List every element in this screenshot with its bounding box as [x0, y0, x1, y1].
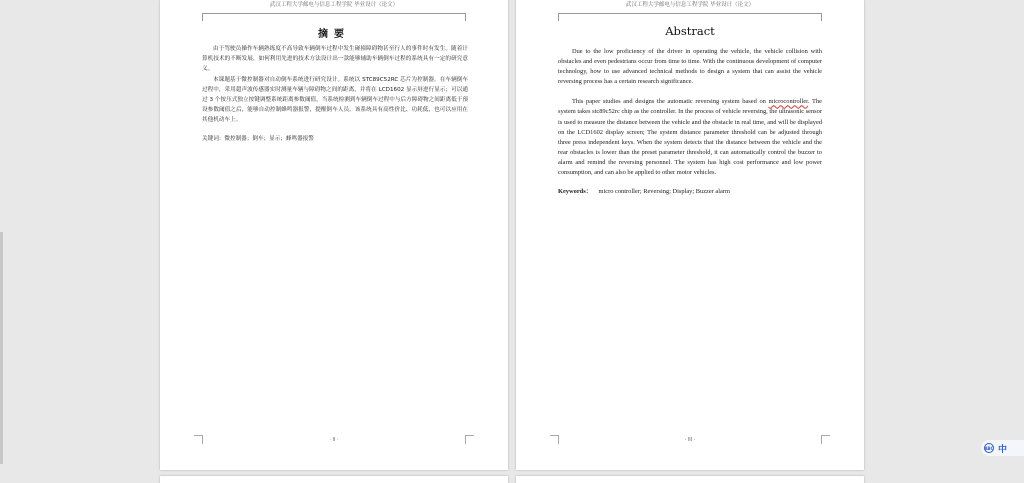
keywords: [558, 187, 822, 197]
header-rule: [558, 13, 822, 14]
header-rule: [202, 13, 466, 14]
next-page-left[interactable]: [160, 476, 508, 483]
paragraph: [558, 97, 822, 178]
paragraph-text: . The system takes stc89c52rc chip as the controller. In the process of vehicle reversing, the ultrasonic sensor is used to measure the distance between the vehicle and the obstacle in real time, and will be displayed on the LCD1602 display screen; The system distance parameter threshold can be adjusted through three press independent keys. When the system detects that the distance between the vehicle and the rear obstacles is lower than the preset parameter threshold, it can automatically control the buzzer to alarm and remind the reversing personnel. The system has high cost performance and low power consumption, and can also be applied to other motor vehicles.: [558, 98, 822, 177]
paragraph: 由于驾驶员操作车辆熟练度不高导致车辆倒车过程中发生碰撞障碍物甚至行人的事件时有发生。随着计算机技术的不断发展，如何利用先进的技术方法设计出一款能够辅助车辆倒车过程的系统具有一定的研究意义。: [202, 46, 468, 73]
page-body[interactable]: [202, 44, 468, 144]
spellcheck-flagged-word[interactable]: microcontroller: [768, 98, 808, 106]
page-header: 武汉工程大学邮电与信息工程学院 毕业设计（论文）: [625, 2, 755, 8]
next-page-right[interactable]: [516, 476, 864, 483]
keywords-label: Keywords：: [558, 188, 593, 196]
page-title: Abstract: [665, 24, 715, 38]
paragraph: Due to the low proficiency of the driver in operating the vehicle, the vehicle collision with obstacles and even pedestrians occur from time to time. With the continuous development of computer technology, how to use advanced technical methods to design a system that can assist the vehicle reversing process has a certain research significance.: [558, 48, 822, 86]
page-english-abstract[interactable]: [516, 0, 864, 470]
paragraph: 本课题基于微控制器对自动倒车系统进行研究设计。系统以 STC89C52RC 芯片为控制器。在车辆倒车过程中，采用超声波传感器实时测量车辆与障碍物之间的距离，并将在 LCD1602 显示屏进行显示；可以通过 3 个按压式独立按键调整系统距离参数阈值，当系统检测到车辆倒车过程中与后方障碍物之间距离低于预设参数阈值之后，能够自动控制蜂鸣器报警，提醒倒车人员。该系统具有高性价比、功耗低，也可以应用在其他机动车上。: [202, 76, 468, 124]
page-header: 武汉工程大学邮电与信息工程学院 毕业设计（论文）: [269, 2, 399, 8]
translate-icon[interactable]: ABC: [984, 443, 994, 453]
page-chinese-abstract[interactable]: [160, 0, 508, 470]
keywords-value: micro controller; Reversing; Display; Buzzer alarm: [598, 188, 730, 196]
left-scroll-strip: [0, 232, 3, 464]
translate-language-label[interactable]: 中: [998, 444, 1008, 455]
page-number: · II ·: [329, 437, 339, 443]
translate-widget[interactable]: [981, 440, 1024, 456]
page-number: · III ·: [684, 437, 696, 443]
paragraph-text: This paper studies and designs the automatic reversing system based on: [572, 98, 769, 106]
page-body[interactable]: [558, 47, 822, 197]
page-title: 摘要: [318, 29, 350, 40]
keywords: 关键词：微控制器；倒车；显示；蜂鸣器报警: [202, 135, 314, 142]
